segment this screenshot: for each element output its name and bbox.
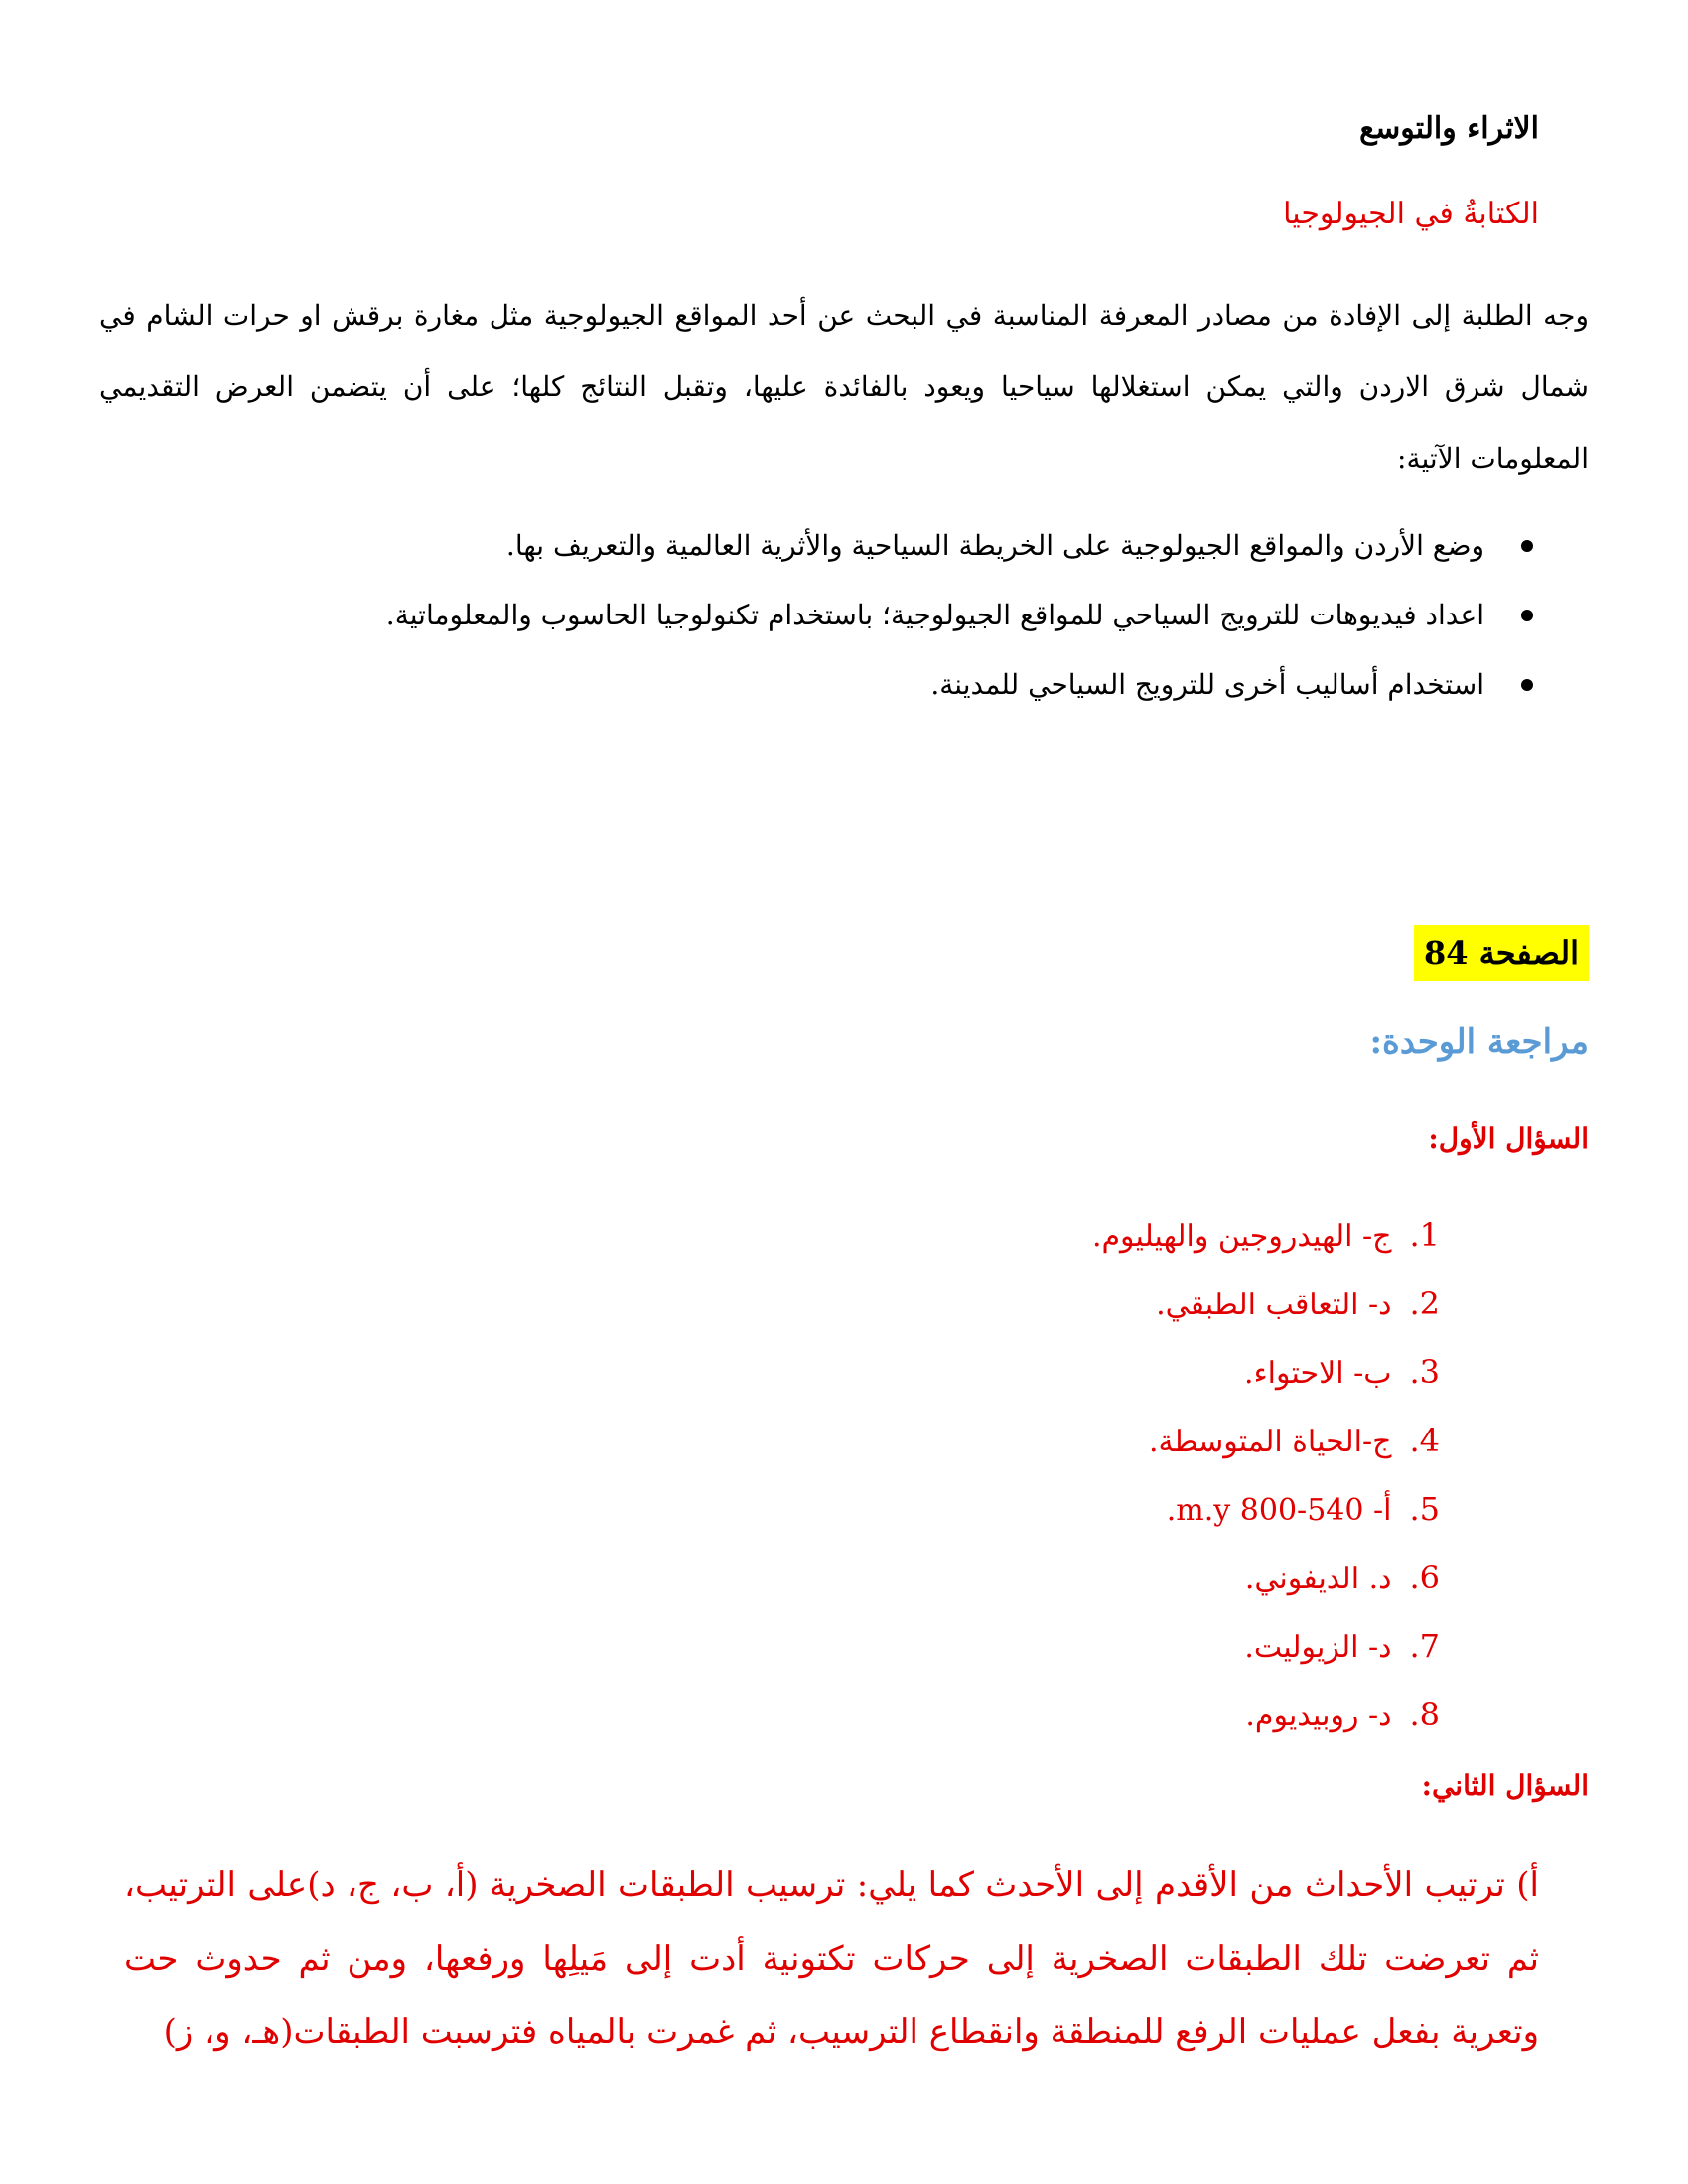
answer-text: د- الزيوليت. [1244,1630,1392,1665]
answer-number: 2. [1409,1285,1440,1322]
answer-text: ج-الحياة المتوسطة. [1148,1425,1392,1459]
enrichment-paragraph: وجه الطلبة إلى الإفادة من مصادر المعرفة المناسبة في البحث عن أحد المواقع الجيولوجية مثل مغارة برقش او حرات الشام في شمال شرق الاردن والتي يمكن استغلالها سياحيا ويعود بالفائدة عليها، وتقبل النتائج كلها؛ على أن يتضمن العرض التقديمي المعلومات الآتية: [99,299,1590,475]
page-number-label: الصفحة 84 [1414,925,1589,981]
bullet-text: اعداد فيديوهات للترويج السياحي للمواقع الجيولوجية؛ باستخدام تكنولوجيا الحاسوب والمعلوماتية. [385,599,1484,631]
question-one-answer-list [745,1201,1440,1749]
answer-number: 8. [1409,1696,1440,1733]
answer-item [745,1270,1440,1338]
answer-number: 5. [1409,1490,1440,1528]
answer-text: ج- الهيدروجين والهيليوم. [1091,1219,1392,1254]
answer-item [745,1681,1440,1749]
answer-item [745,1201,1440,1270]
enrichment-heading: الاثراء والتوسع [1359,111,1539,146]
question-two-paragraph: أ) ترتيب الأحداث من الأقدم إلى الأحدث كما يلي: ترسيب الطبقات الصخرية (أ، ب، ج، د)على الترتيب، ثم تعرضت تلك الطبقات الصخرية إلى حركات تكتونية أدت إلى مَيلِها ورفعها، ومن ثم حدوث حت وتعرية بفعل عمليات الرفع للمنطقة وانقطاع الترسيب، ثم غمرت بالمياه فترسبت الطبقات(هـ، و، ز) [124,1865,1539,2052]
answer-text: د- التعاقب الطبقي. [1156,1288,1392,1322]
question-one-title: السؤال الأول: [1428,1122,1589,1155]
bullet-text: وضع الأردن والمواقع الجيولوجية على الخريطة السياحية والأثرية العالمية والتعريف بها. [505,529,1484,562]
bullet-text: استخدام أساليب أخرى للترويج السياحي للمدينة. [930,668,1484,701]
answer-text: ب- الاحتواء. [1244,1356,1392,1391]
geology-writing-heading: الكتابةُ في الجيولوجيا [1283,197,1539,231]
question-two-title: السؤال الثاني: [1421,1769,1589,1802]
answer-number: 1. [1409,1216,1440,1254]
bullet-dot-icon [1521,679,1533,691]
answer-item [745,1338,1440,1407]
answer-text: د. الديفوني. [1244,1562,1392,1596]
answer-item [745,1544,1440,1612]
answer-item [745,1407,1440,1475]
answer-item [745,1475,1440,1544]
bullet-dot-icon [1521,610,1533,621]
answer-number: 6. [1409,1559,1440,1596]
answer-number: 4. [1409,1422,1440,1459]
bullet-dot-icon [1521,540,1533,552]
answer-text: أ- 540-800 m.y. [1166,1493,1392,1528]
unit-review-heading: مراجعة الوحدة: [1369,1023,1589,1062]
enrichment-bullet-list [248,511,1539,720]
answer-item [745,1612,1440,1681]
bullet-item [248,581,1539,650]
answer-number: 3. [1409,1353,1440,1391]
answer-text: د- روبيديوم. [1245,1699,1392,1733]
bullet-item [248,511,1539,581]
answer-number: 7. [1409,1627,1440,1665]
bullet-item [248,650,1539,720]
